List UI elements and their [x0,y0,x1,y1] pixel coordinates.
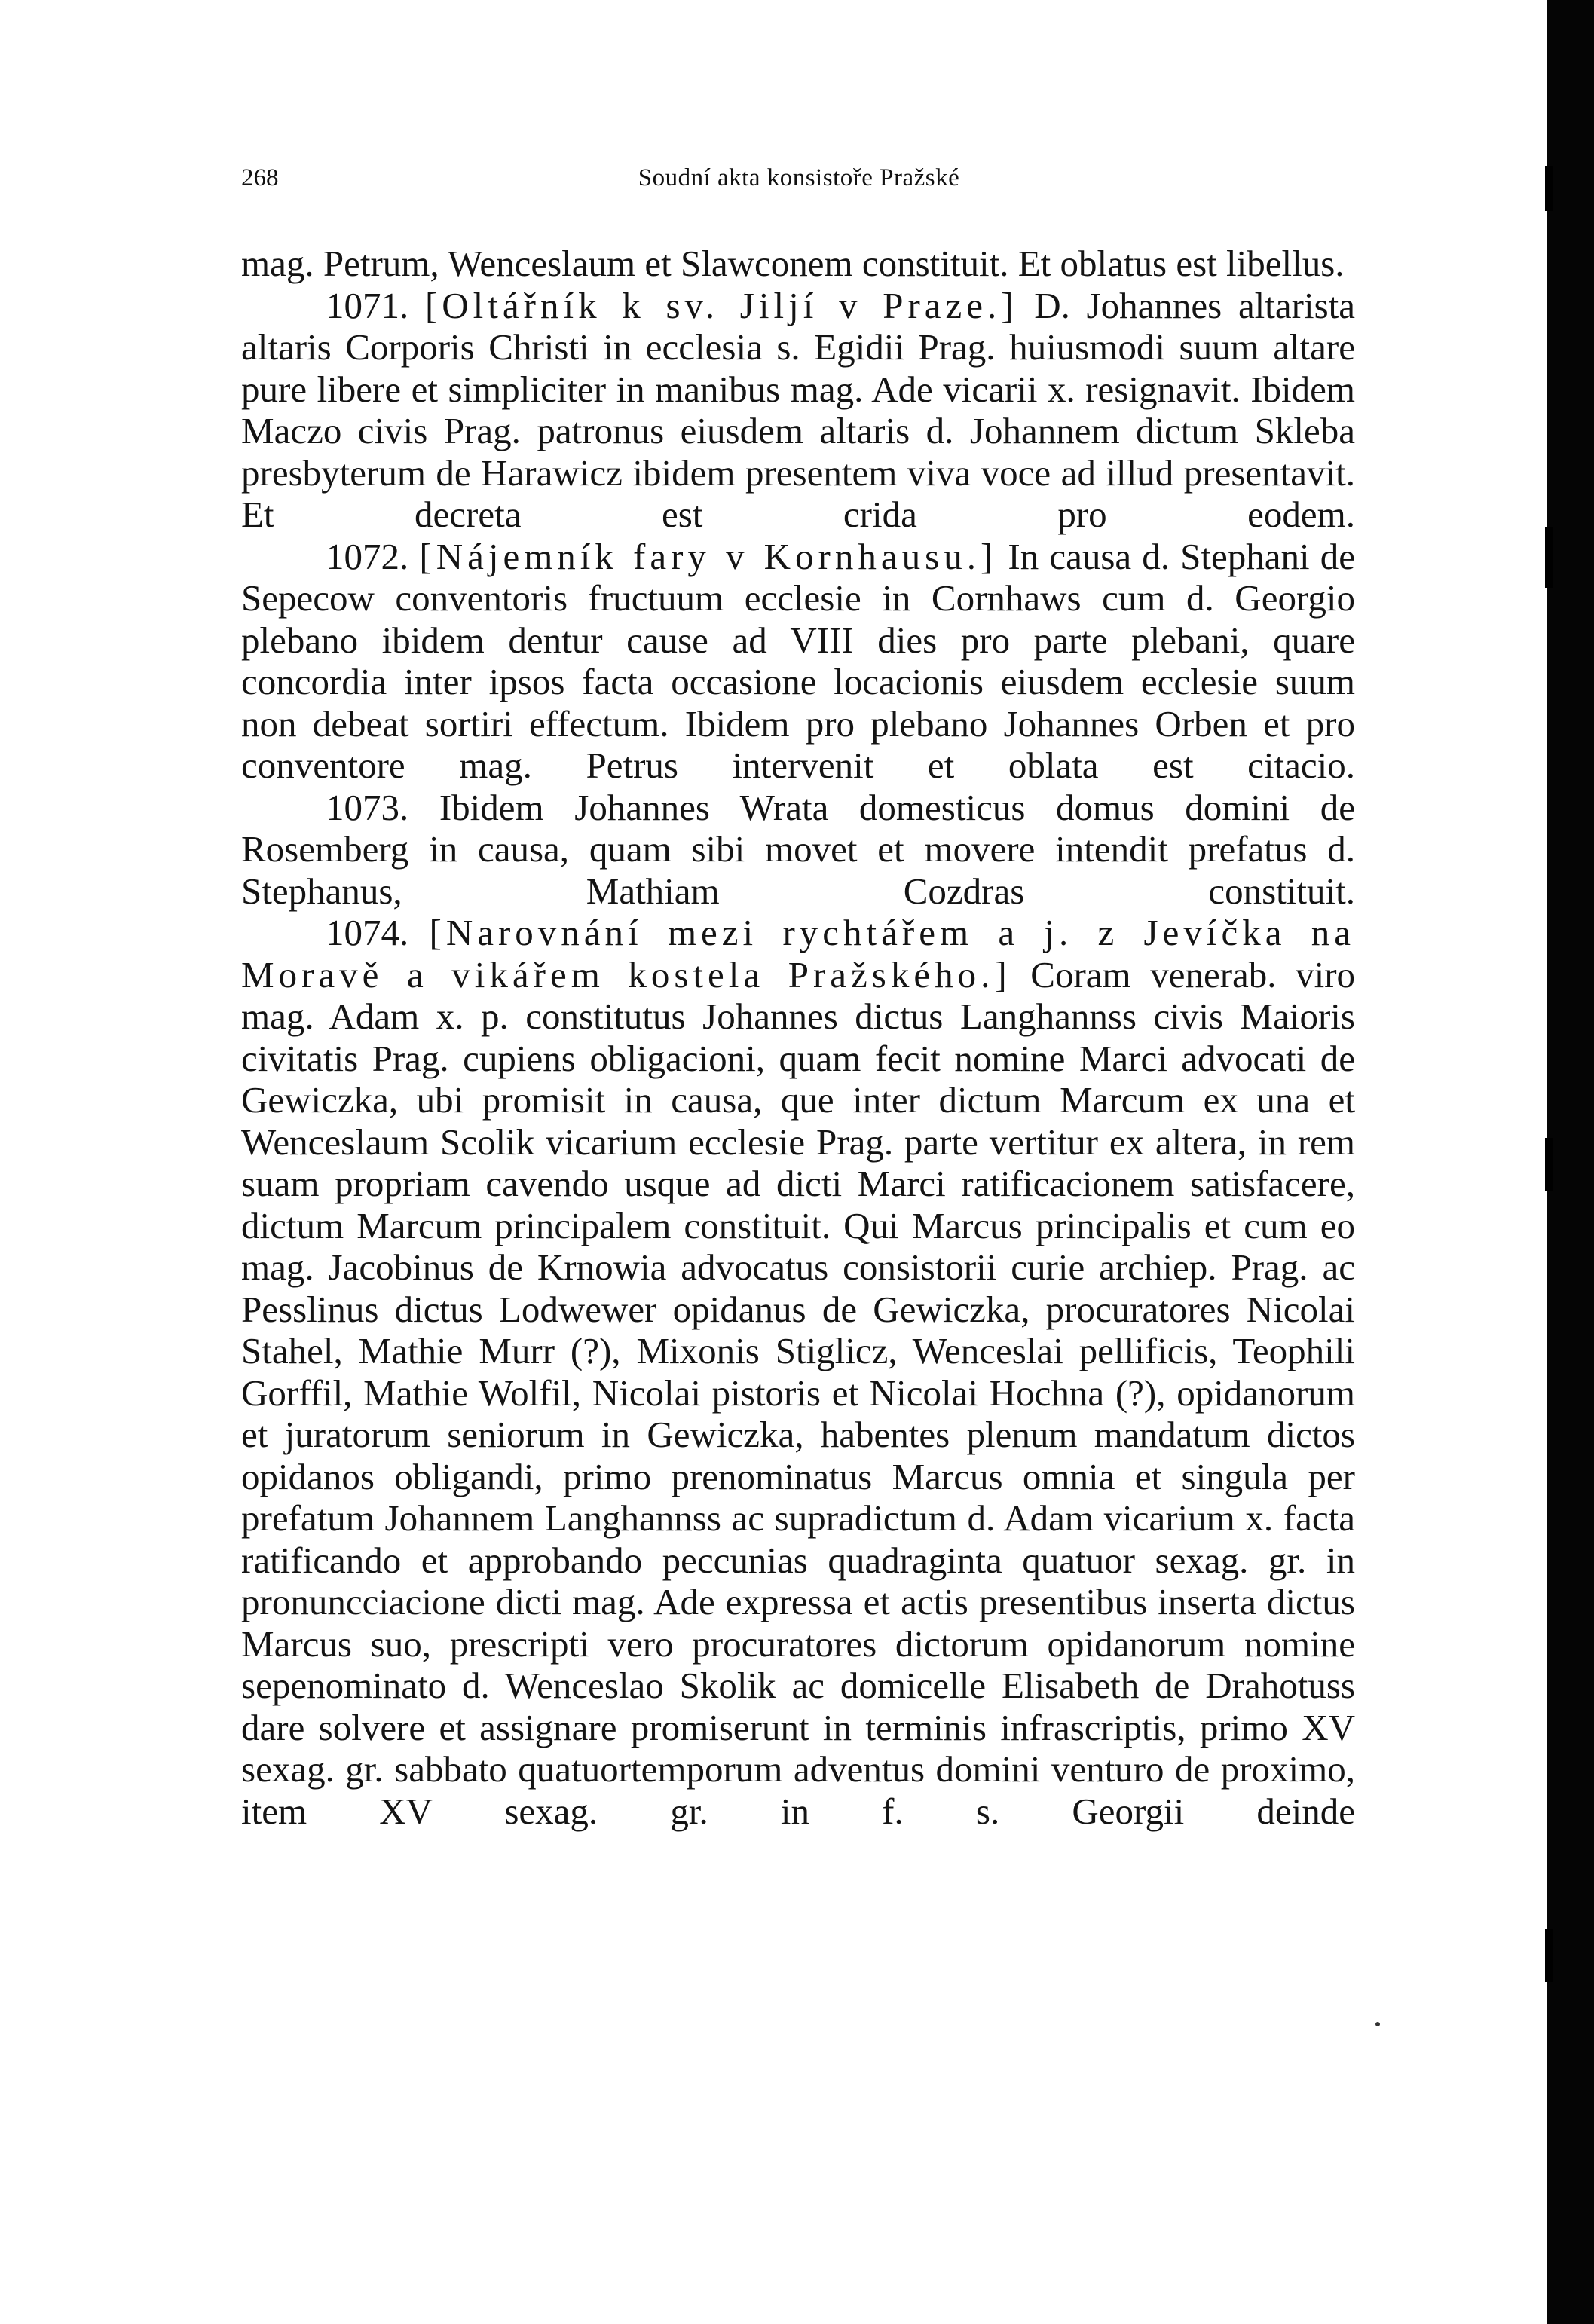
entry-number: 1074. [326,912,409,953]
scan-edge [1547,0,1594,2324]
entry-1073 [241,787,1355,913]
running-title: Soudní akta konsistoře Pražské [638,164,960,191]
entry-number: 1071. [326,284,409,326]
entry-1071 [241,285,1355,536]
page-number: 268 [241,164,279,191]
entry-heading: [Oltářník k sv. Jiljí v Praze.] [424,284,1018,326]
page-body [241,243,1355,1832]
entry-text: Coram venerab. viro mag. Adam x. p. constitutus Johannes dictus Langhannss civis Maioris civitatis Prag. cupiens obligacioni, quam fecit nomine Marci advocati de Gewiczka, ubi promisit in causa, que inter dictum Marcum ex una et Wenceslaum Scolik vicarium ecclesie Prag. parte vertitur ex altera, in rem suam propriam cavendo usque ad dicti Marci ratificacionem satisfacere, dictum Marcum principalem constituit. Qui Marcus principalis et cum eo mag. Jacobinus de Krnowia advocatus consistorii curie archiep. Prag. ac Pesslinus dictus Lodwewer opidanus de Gewiczka, procuratores Nicolai Stahel, Mathie Murr (?), Mixonis Stiglicz, Wenceslai pellificis, Teophili Gorffil, Mathie Wolfil, Nicolai pistoris et Nicolai Hochna (?), opidanorum et juratorum seniorum in Gewiczka, habentes plenum mandatum dictos opidanos obligandi, primo prenominatus Marcus omnia et singula per prefatum Johannem Langhannss ac supradictum d. Adam vicarium x. facta ratificando et approbando peccunias quadraginta quatuor sexag. gr. in pronuncciacione dicti mag. Ade expressa et actis presentibus inserta dictus Marcus suo, prescripti vero procuratores dictorum opidanorum nomine sepenominato d. Wenceslao Skolik ac domicelle Elisabeth de Drahotuss dare solvere et assignare promiserunt in terminis infrascriptis, primo XV sexag. gr. sabbato quatuortemporum adventus domini venturo de proximo, item XV sexag. gr. in f. s. Georgii deinde [241,953,1356,1832]
entry-1074 [241,912,1355,1832]
edge-blot [1545,1929,1553,1982]
lead-paragraph: mag. Petrum, Wenceslaum et Slawconem constituit. Et oblatus est libellus. [241,243,1345,284]
entry-number: 1072. [326,535,409,577]
entry-text: Ibidem Johannes Wrata domesticus domus domini de Rosemberg in causa, quam sibi movet et movere intendit prefatus d. Stephanus, Mathiam Cozdras constituit. [241,786,1355,912]
edge-blot [1545,527,1553,588]
entry-text: D. Johannes altarista altaris Corporis Christi in ecclesia s. Egidii Prag. huiusmodi suum altare pure libere et simpliciter in manibus mag. Ade vicarii x. resignavit. Ibidem Maczo civis Prag. patronus eiusdem altaris d. Johannem dictum Skleba presbyterum de Harawicz ibidem presentem viva voce ad illud presentavit. Et decreta est crida pro eodem. [241,284,1356,535]
edge-blot [1545,1138,1553,1191]
margin-mark [1375,2022,1380,2026]
edge-blot [1545,166,1553,211]
entry-text: In causa d. Stephani de Sepecow conventoris fructuum ecclesie in Cornhaws cum d. Georgio plebano ibidem dentur cause ad VIII dies pro parte plebani, quare concordia inter ipsos facta occasione locacionis eiusdem ecclesie suum non debeat sortiri effectum. Ibidem pro plebano Johannes Orben et pro conventore mag. Petrus intervenit et oblata est citacio. [241,535,1355,786]
entry-heading: [Narovnání mezi rychtářem a j. z Jevíčka na Moravě a vikářem kostela Pražského.] [241,912,1355,995]
entry-number: 1073. [326,786,409,828]
entry-heading: [Nájemník fary v Kornhausu.] [419,535,998,577]
page-header [241,164,1357,209]
entry-1072 [241,536,1355,787]
